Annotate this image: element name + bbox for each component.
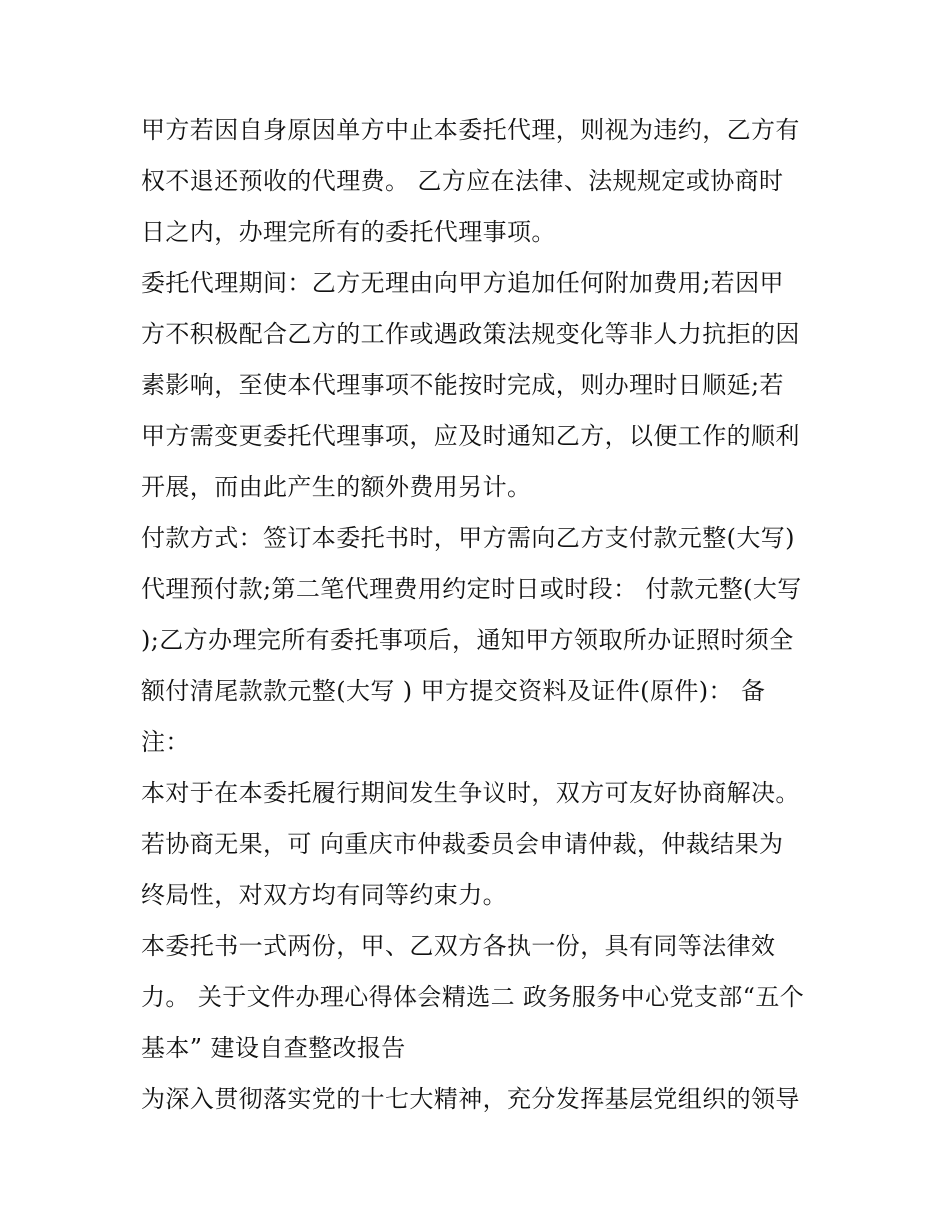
text-line: 终局性，对双方均有同等约束力。 [141,881,507,909]
text-line: 若协商无果，可 向重庆市仲裁委员会申请仲裁，仲裁结果为 [141,830,784,858]
text-line: 付款方式：签订本委托书时，甲方需向乙方支付款元整(大写) [141,524,795,552]
text-line: 注： [141,728,190,756]
text-line: 甲方若因自身原因单方中止本委托代理，则视为违约，乙方有 [141,116,800,144]
text-line: 日之内，办理完所有的委托代理事项。 [141,218,556,246]
text-line: 基本” 建设自查整改报告 [141,1034,406,1062]
text-line: 方不积极配合乙方的工作或遇政策法规变化等非人力抗拒的因 [141,320,800,348]
text-line: 本对于在本委托履行期间发生争议时，双方可友好协商解决。 [141,779,800,807]
text-line: );乙方办理完所有委托事项后，通知甲方领取所办证照时须全 [141,626,794,654]
text-line: 为深入贯彻落实党的十七大精神，充分发挥基层党组织的领导 [141,1085,800,1113]
text-line: 代理预付款;第二笔代理费用约定时日或时段： 付款元整(大写 [141,575,802,603]
text-line: 力。 关于文件办理心得体会精选二 政务服务中心党支部“五个 [141,983,805,1011]
text-line: 本委托书一式两份，甲、乙双方各执一份，具有同等法律效 [141,932,776,960]
text-line: 委托代理期间：乙方无理由向甲方追加任何附加费用;若因甲 [141,269,784,297]
text-line: 额付清尾款款元整(大写 ) 甲方提交资料及证件(原件)： 备 [141,677,766,705]
text-line: 素影响，至使本代理事项不能按时完成，则办理时日顺延;若 [141,371,784,399]
text-line: 开展，而由此产生的额外费用另计。 [141,473,532,501]
text-line: 权不退还预收的代理费。 乙方应在法律、法规规定或协商时 [141,167,784,195]
text-line: 甲方需变更委托代理事项，应及时通知乙方，以便工作的顺利 [141,422,800,450]
